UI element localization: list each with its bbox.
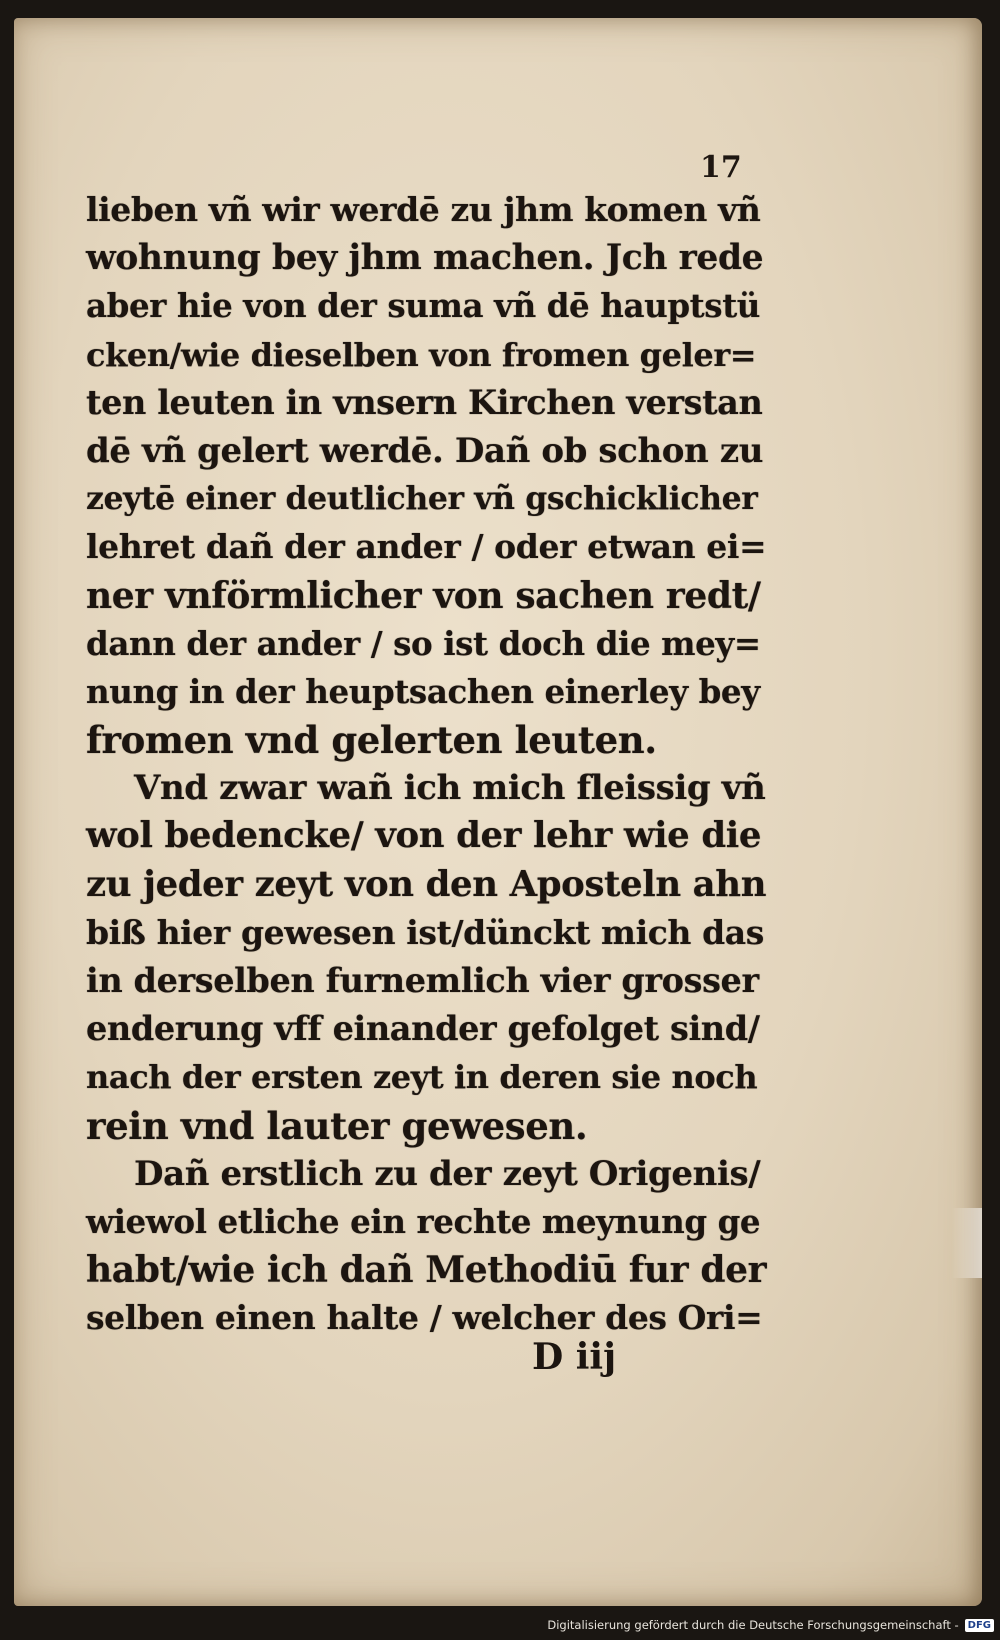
text-line: lehret dañ der ander / oder etwan ei= bbox=[86, 527, 767, 567]
page-edge-highlight bbox=[952, 1208, 982, 1278]
digitization-footer bbox=[547, 1614, 994, 1636]
text-line: dann der ander / so ist doch die mey= bbox=[86, 623, 761, 663]
text-line: fromen vnd gelerten leuten. bbox=[86, 718, 657, 763]
text-line: wiewol etliche ein rechte meynung ge bbox=[86, 1201, 761, 1241]
text-line: nach der ersten zeyt in deren sie noch bbox=[86, 1058, 758, 1097]
text-line: selben einen halte / welcher des Ori= bbox=[86, 1298, 763, 1338]
book-page bbox=[14, 18, 982, 1606]
text-line: wol bedencke/ von der lehr wie die bbox=[86, 815, 762, 857]
text-line: zu jeder zeyt von den Aposteln ahn bbox=[86, 863, 767, 905]
text-line: zeytē einer deutlicher vñ gschicklicher bbox=[86, 480, 758, 518]
text-line: ner vnförmlicher von sachen redt/ bbox=[86, 574, 761, 617]
text-line: nung in der heuptsachen einerley bey bbox=[86, 671, 760, 711]
paragraph-first-line: Vnd zwar wañ ich mich fleissig vñ bbox=[134, 768, 766, 809]
text-line: aber hie von der suma vñ dē hauptstü bbox=[86, 286, 761, 326]
text-line: in derselben furnemlich vier grosser bbox=[86, 961, 759, 1000]
text-line: lieben vñ wir werdē zu jhm komen vñ bbox=[86, 190, 761, 229]
page-number: 17 bbox=[700, 150, 742, 185]
footer-credit: Digitalisierung gefördert durch die Deutsche Forschungsgemeinschaft - bbox=[547, 1618, 959, 1632]
dfg-logo-icon: DFG bbox=[965, 1619, 994, 1632]
catchword: D iij bbox=[532, 1336, 617, 1378]
text-line: biß hier gewesen ist/dünckt mich das bbox=[86, 912, 764, 952]
paragraph-first-line: Dañ erstlich zu der zeyt Origenis/ bbox=[134, 1153, 761, 1194]
text-line: wohnung bey jhm machen. Jch rede bbox=[86, 238, 764, 279]
text-line: dē vñ gelert werdē. Dañ ob schon zu bbox=[86, 430, 764, 471]
text-line: enderung vff einander gefolget sind/ bbox=[86, 1009, 760, 1049]
text-line: habt/wie ich dañ Methodiū fur der bbox=[86, 1249, 767, 1292]
text-block bbox=[86, 186, 766, 1343]
text-line: ten leuten in vnsern Kirchen verstan bbox=[86, 382, 763, 422]
text-line: rein vnd lauter gewesen. bbox=[86, 1103, 588, 1148]
text-line: cken/wie dieselben von fromen geler= bbox=[86, 335, 757, 374]
